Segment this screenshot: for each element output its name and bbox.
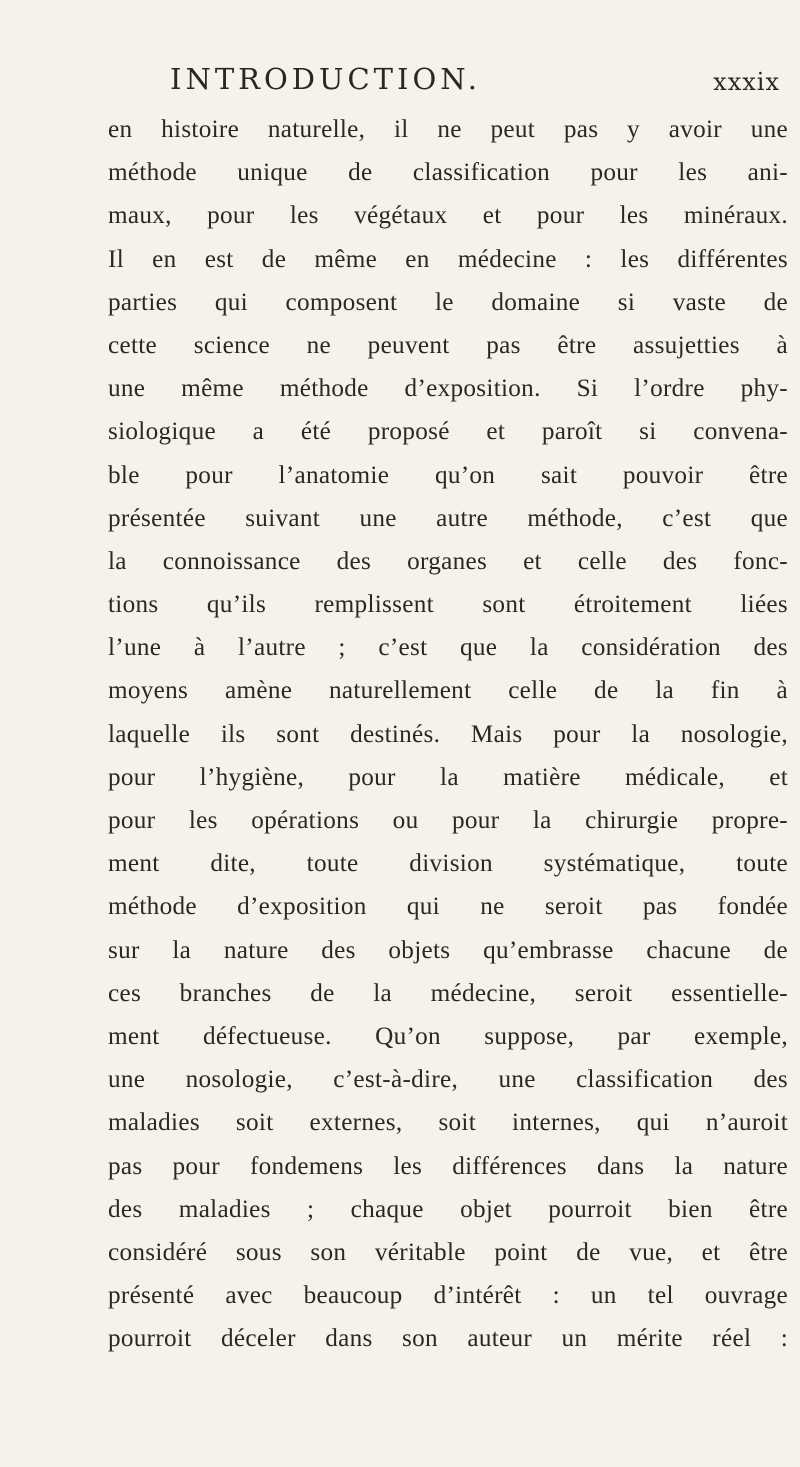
text-line: tions qu’ils remplissent sont étroitement liées [108, 591, 788, 619]
text-line: présentée suivant une autre méthode, c’est que [108, 504, 788, 532]
text-line: une nosologie, c’est-à-dire, une classification des [108, 1066, 788, 1094]
text-line: ment défectueuse. Qu’on suppose, par exemple, [108, 1022, 788, 1050]
text-line: Il en est de même en médecine : les différentes [108, 245, 788, 273]
text-line: parties qui composent le domaine si vaste de [108, 288, 788, 316]
text-line: maux, pour les végétaux et pour les minéraux. [108, 202, 788, 230]
text-line: siologique a été proposé et paroît si convena- [108, 418, 788, 446]
text-line: ble pour l’anatomie qu’on sait pouvoir être [108, 461, 788, 489]
text-line: ment dite, toute division systématique, toute [108, 850, 788, 878]
text-line: pas pour fondemens les différences dans la nature [108, 1152, 788, 1180]
text-line: pour l’hygiène, pour la matière médicale, et [108, 763, 788, 791]
text-line: une même méthode d’exposition. Si l’ordre phy- [108, 375, 788, 403]
text-line: des maladies ; chaque objet pourroit bien être [108, 1195, 788, 1223]
text-line: pourroit déceler dans son auteur un mérite réel : [108, 1325, 788, 1353]
text-line: moyens amène naturellement celle de la fin à [108, 677, 788, 705]
body-text [108, 108, 788, 1360]
text-line: méthode unique de classification pour les ani- [108, 159, 788, 187]
running-title: INTRODUCTION. [170, 62, 481, 96]
text-line: en histoire naturelle, il ne peut pas y avoir une [108, 116, 788, 143]
text-line: maladies soit externes, soit internes, qui n’auroit [108, 1109, 788, 1137]
text-line: pour les opérations ou pour la chirurgie propre- [108, 807, 788, 834]
page-header [170, 62, 790, 102]
page-number: xxxix [713, 68, 780, 96]
text-line: présenté avec beaucoup d’intérêt : un tel ouvrage [108, 1282, 788, 1310]
text-line: la connoissance des organes et celle des fonc- [108, 547, 788, 575]
text-line: méthode d’exposition qui ne seroit pas fondée [108, 893, 788, 921]
text-line: considéré sous son véritable point de vue, et être [108, 1238, 788, 1266]
text-line: ces branches de la médecine, seroit essentielle- [108, 979, 788, 1007]
text-line: l’une à l’autre ; c’est que la considération des [108, 634, 788, 662]
text-line: laquelle ils sont destinés. Mais pour la nosologie, [108, 720, 788, 748]
text-line: sur la nature des objets qu’embrasse chacune de [108, 936, 788, 964]
text-line: cette science ne peuvent pas être assujetties à [108, 331, 788, 359]
